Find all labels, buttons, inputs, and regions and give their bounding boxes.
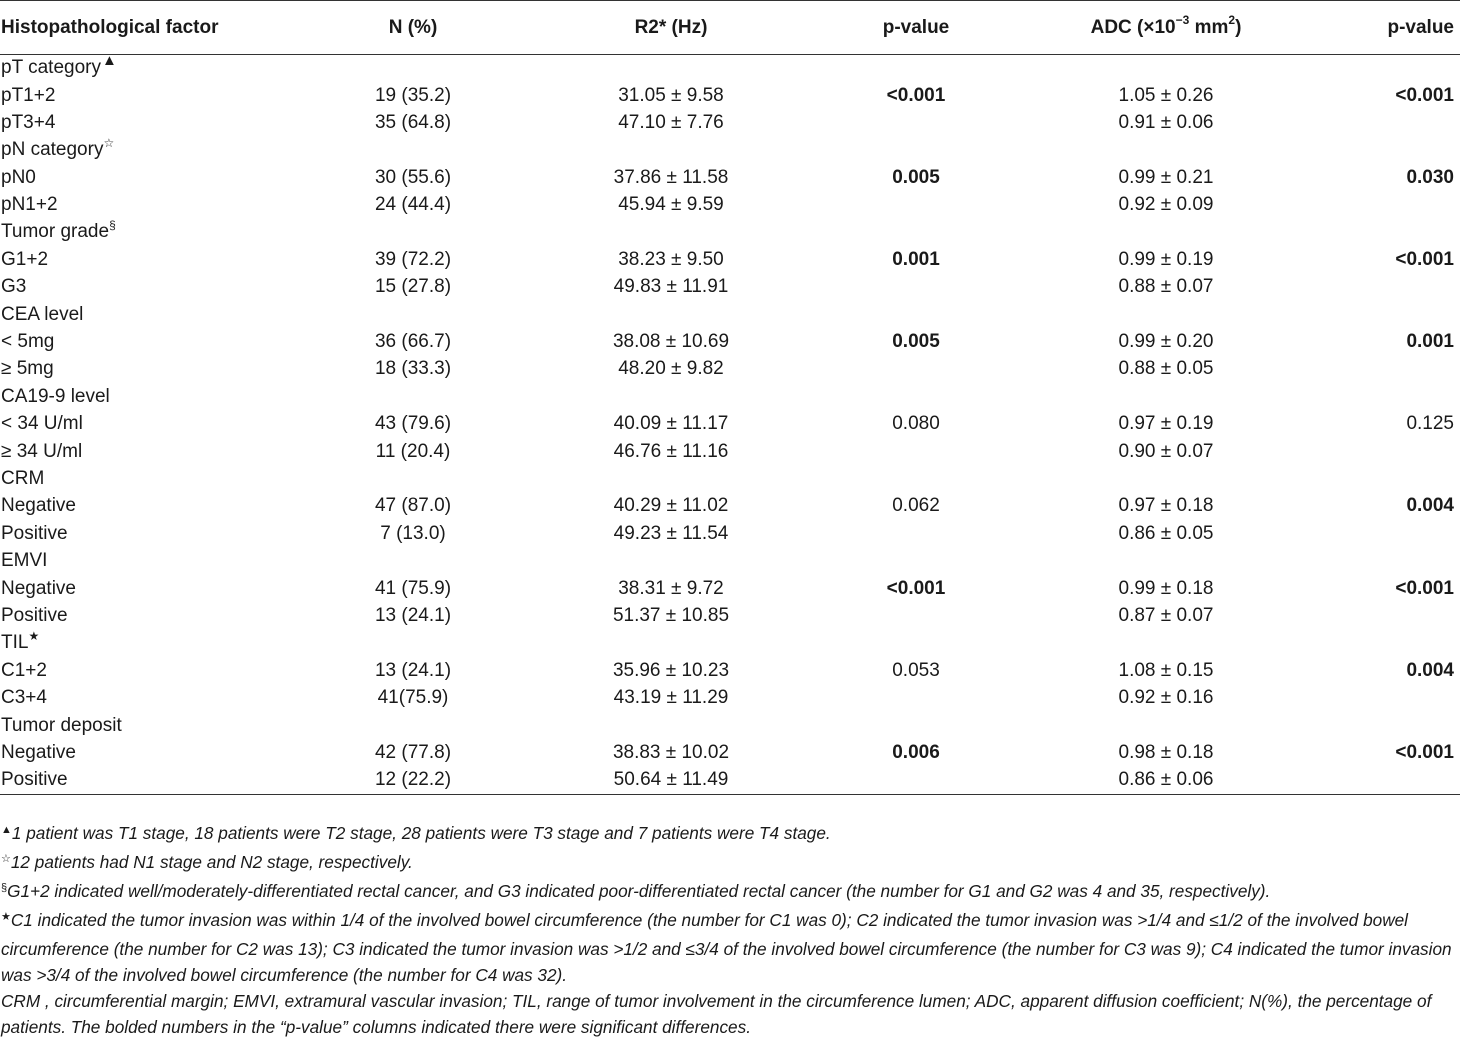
table-row (0, 739, 1460, 766)
row-label: Negative (1, 577, 76, 599)
cell-p-value-r2 (816, 109, 1016, 136)
table-row (0, 82, 1460, 109)
group-label (0, 137, 1460, 164)
cell-p-value-r2: 0.006 (892, 741, 940, 763)
table-row (0, 328, 1460, 355)
table-row (0, 575, 1460, 602)
cell-p-value-r2: 0.080 (892, 413, 940, 435)
cell-r2: 35.96 ± 10.23 (612, 659, 730, 681)
footnote-marker: ☆ (103, 135, 115, 150)
table-row (0, 411, 1460, 438)
cell-r2: 48.20 ± 9.82 (618, 358, 724, 380)
row-label: C3+4 (1, 687, 47, 709)
cell-adc: 1.05 ± 0.26 (1118, 84, 1214, 106)
cell-p-value-adc: <0.001 (1395, 84, 1454, 106)
row-label: G1+2 (1, 248, 49, 270)
header-r2: R2* (Hz) (526, 1, 816, 55)
cell-p-value-adc (1316, 109, 1460, 136)
group-label (0, 712, 1460, 739)
cell-n: 15 (27.8) (374, 276, 452, 298)
row-label: Negative (1, 741, 76, 763)
cell-adc: 1.08 ± 0.15 (1118, 659, 1214, 681)
group-row (0, 383, 1460, 410)
cell-adc: 0.97 ± 0.19 (1118, 413, 1214, 435)
cell-r2: 49.23 ± 11.54 (613, 522, 729, 544)
cell-n: 11 (20.4) (375, 440, 451, 462)
cell-p-value-r2: 0.005 (892, 331, 940, 353)
table-footnotes (1, 820, 1459, 1040)
table-row (0, 520, 1460, 547)
cell-r2: 45.94 ± 9.59 (618, 194, 724, 216)
footnote-text: G1+2 indicated well/moderately-differentiated rectal cancer, and G3 indicated poor-differentiated rectal cancer (the number for G1 and G2 was 4 and 35, respectively). (7, 881, 1271, 901)
cell-n: 42 (77.8) (374, 741, 452, 763)
row-label: pT1+2 (1, 84, 56, 106)
cell-adc: 0.99 ± 0.20 (1118, 331, 1214, 353)
footnote-marker: ☆ (1, 853, 11, 865)
table-row (0, 191, 1460, 218)
footnote-text: CRM , circumferential margin; EMVI, extramural vascular invasion; TIL, range of tumor involvement in the circumference lumen; ADC, apparent diffusion coefficient; N(%), the percentage of patients. The bolded numbers in the “p-value” columns indicated there were significant differences. (1, 991, 1432, 1037)
cell-adc: 0.99 ± 0.18 (1118, 577, 1214, 599)
cell-adc: 0.88 ± 0.05 (1118, 358, 1214, 380)
row-label: Positive (1, 605, 68, 626)
row-label: pN0 (1, 166, 36, 188)
cell-r2: 47.10 ± 7.76 (618, 111, 724, 133)
cell-p-value-r2: 0.053 (892, 659, 940, 681)
cell-r2: 49.83 ± 11.91 (613, 276, 729, 298)
cell-p-value-r2 (816, 602, 1016, 629)
cell-r2: 40.09 ± 11.17 (613, 413, 729, 435)
table-row (0, 493, 1460, 520)
table-row (0, 356, 1460, 383)
cell-p-value-adc: 0.125 (1406, 413, 1454, 435)
table-row (0, 164, 1460, 191)
cell-p-value-r2 (816, 684, 1016, 711)
table-row (0, 602, 1460, 629)
row-label: < 34 U/ml (1, 413, 83, 435)
row-label: Positive (1, 522, 68, 544)
table-row (0, 657, 1460, 684)
cell-n: 13 (24.1) (374, 605, 452, 626)
group-label-text: EMVI (1, 550, 48, 572)
group-row (0, 137, 1460, 164)
footnote-text: 1 patient was T1 stage, 18 patients were T2 stage, 28 patients were T3 stage and 7 patients were T4 stage. (11, 823, 831, 843)
table-row (0, 438, 1460, 465)
table-row (0, 684, 1460, 711)
cell-p-value-adc (1316, 438, 1460, 465)
cell-n: 39 (72.2) (374, 248, 452, 270)
footnote-text: 12 patients had N1 stage and N2 stage, respectively. (10, 852, 413, 872)
cell-adc: 0.99 ± 0.19 (1118, 248, 1214, 270)
header-n: N (%) (300, 1, 526, 55)
cell-p-value-adc: <0.001 (1395, 248, 1454, 270)
row-label: pT3+4 (1, 111, 56, 133)
cell-p-value-adc (1316, 602, 1460, 629)
group-label-text: Tumor grade (1, 221, 110, 243)
cell-p-value-adc (1316, 274, 1460, 301)
cell-p-value-r2: <0.001 (886, 84, 946, 106)
group-label-text: CRM (1, 468, 45, 490)
row-label: Positive (0, 767, 300, 794)
cell-adc: 0.88 ± 0.07 (1118, 276, 1214, 298)
cell-p-value-r2: 0.001 (892, 248, 940, 270)
cell-p-value-r2: 0.005 (892, 166, 940, 188)
cell-n: 41(75.9) (377, 687, 449, 709)
row-label: pN1+2 (1, 194, 58, 216)
row-label: Negative (1, 495, 76, 517)
group-row (0, 548, 1460, 575)
cell-adc: 0.99 ± 0.21 (1118, 166, 1214, 188)
cell-adc: 0.87 ± 0.07 (1118, 605, 1214, 626)
cell-r2: 50.64 ± 11.49 (526, 767, 816, 794)
cell-p-value-adc (1316, 520, 1460, 547)
cell-p-value-r2 (816, 356, 1016, 383)
cell-n: 7 (13.0) (380, 522, 446, 544)
footnote-marker: ▲ (101, 51, 117, 69)
cell-p-value-adc: 0.004 (1406, 495, 1454, 517)
cell-adc: 0.90 ± 0.07 (1118, 440, 1214, 462)
cell-r2: 51.37 ± 10.85 (612, 605, 730, 626)
cell-r2: 38.08 ± 10.69 (612, 331, 730, 353)
table-row (0, 246, 1460, 273)
group-label (0, 630, 1460, 657)
footnote-marker: § (109, 218, 116, 233)
footnote-marker: ★ (28, 628, 40, 643)
cell-n: 35 (64.8) (374, 111, 452, 133)
cell-adc: 0.97 ± 0.18 (1118, 495, 1214, 517)
cell-n: 12 (22.2) (300, 767, 526, 794)
cell-p-value-adc (1316, 767, 1460, 794)
cell-n: 13 (24.1) (374, 659, 452, 681)
group-label-text: pN category (1, 138, 104, 160)
row-label: ≥ 5mg (1, 358, 54, 380)
footnote-marker: § (1, 882, 8, 894)
cell-r2: 43.19 ± 11.29 (613, 687, 729, 709)
cell-r2: 38.83 ± 10.02 (612, 741, 730, 763)
row-label: C1+2 (1, 659, 47, 681)
cell-n: 19 (35.2) (374, 84, 452, 106)
group-label (0, 465, 1460, 492)
cell-adc: 0.86 ± 0.06 (1016, 767, 1316, 794)
cell-p-value-adc: <0.001 (1395, 577, 1454, 599)
footnote-text: C1 indicated the tumor invasion was within 1/4 of the involved bowel circumference (the number for C1 was 0); C2 indicated the tumor invasion was >1/4 and ≤1/2 of the involved bowel circumference (the number for C2 was 13); C3 indicated the tumor invasion was >1/2 and ≤3/4 of the involved bowel circumference (the number for C3 was 9); C4 indicated the tumor invasion was >3/4 of the involved bowel circumference (the number for C4 was 32). (1, 910, 1452, 985)
header-adc: ADC ($\times 10^{-3}$ $mm^2$) (1016, 1, 1316, 55)
cell-p-value-adc (1316, 684, 1460, 711)
cell-n: 47 (87.0) (374, 495, 452, 517)
group-label (0, 548, 1460, 575)
table-row (0, 274, 1460, 301)
group-label-text: TIL (1, 631, 29, 653)
cell-p-value-adc (1316, 191, 1460, 218)
table-row (0, 109, 1460, 136)
cell-adc: 0.98 ± 0.18 (1118, 741, 1214, 763)
group-row (0, 630, 1460, 657)
group-label-text: CA19-9 level (1, 385, 110, 407)
cell-p-value-adc: 0.004 (1406, 659, 1454, 681)
group-label (0, 301, 1460, 328)
group-label (0, 219, 1460, 246)
group-label-text: pT category (1, 56, 101, 78)
group-row (0, 712, 1460, 739)
row-label: G3 (1, 276, 27, 298)
group-label (0, 383, 1460, 410)
cell-p-value-r2 (816, 191, 1016, 218)
cell-n: 43 (79.6) (374, 413, 452, 435)
cell-p-value-r2 (816, 520, 1016, 547)
cell-p-value-r2: 0.062 (892, 495, 940, 517)
footnote (1, 820, 1459, 849)
group-row (0, 55, 1460, 82)
cell-n: 30 (55.6) (374, 166, 452, 188)
cell-p-value-r2 (816, 438, 1016, 465)
group-label (0, 51, 1460, 82)
group-row (0, 219, 1460, 246)
row-label: ≥ 34 U/ml (1, 440, 83, 462)
cell-r2: 38.31 ± 9.72 (618, 577, 724, 599)
table-body (0, 51, 1460, 795)
cell-r2: 37.86 ± 11.58 (613, 166, 729, 188)
cell-p-value-adc (1316, 356, 1460, 383)
cell-p-value-adc: 0.030 (1406, 166, 1454, 188)
cell-adc: 0.91 ± 0.06 (1118, 111, 1214, 133)
footnote-marker: ★ (1, 911, 11, 923)
cell-n: 41 (75.9) (374, 577, 452, 599)
cell-r2: 38.23 ± 9.50 (618, 248, 724, 270)
header-p-value-adc: p-value (1316, 1, 1460, 55)
cell-p-value-adc: 0.001 (1406, 331, 1454, 353)
group-row (0, 301, 1460, 328)
header-p-value-r2: p-value (816, 1, 1016, 55)
footnote (1, 988, 1459, 1040)
cell-n: 36 (66.7) (374, 331, 452, 353)
group-row (0, 465, 1460, 492)
footnote-marker: ▲ (1, 824, 12, 836)
cell-r2: 40.29 ± 11.02 (613, 495, 729, 517)
footnote (1, 878, 1459, 907)
cell-p-value-r2 (816, 767, 1016, 794)
cell-n: 24 (44.4) (374, 194, 452, 216)
cell-n: 18 (33.3) (374, 358, 452, 380)
cell-adc: 0.86 ± 0.05 (1118, 522, 1214, 544)
cell-r2: 31.05 ± 9.58 (618, 84, 724, 106)
cell-r2: 46.76 ± 11.16 (613, 440, 729, 462)
cell-adc: 0.92 ± 0.16 (1118, 687, 1214, 709)
footnote (1, 907, 1459, 988)
group-label-text: Tumor deposit (1, 714, 122, 736)
cell-p-value-r2 (816, 274, 1016, 301)
group-label-text: CEA level (1, 303, 84, 325)
cell-p-value-r2: <0.001 (886, 577, 946, 599)
row-label: < 5mg (1, 331, 55, 353)
header-factor: Histopathological factor (0, 1, 300, 55)
cell-p-value-adc: <0.001 (1395, 741, 1454, 763)
table-row (0, 767, 1460, 794)
table-header (0, 1, 1460, 55)
cell-adc: 0.92 ± 0.09 (1118, 194, 1214, 216)
footnote (1, 849, 1459, 878)
